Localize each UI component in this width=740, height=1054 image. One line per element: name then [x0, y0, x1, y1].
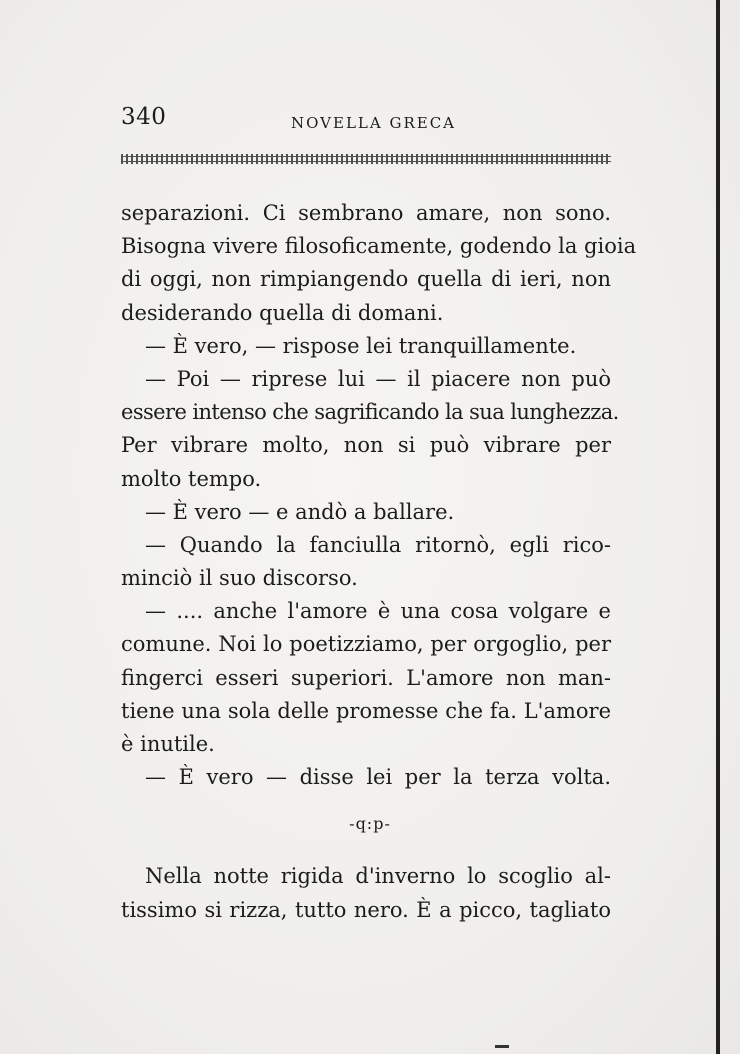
text-line: comune. Noi lo poetizziamo, per orgoglio, per — [121, 632, 611, 657]
text-line: — Quando la fanciulla ritornò, egli rico- — [145, 532, 611, 557]
text-line: Per vibrare molto, non si può vibrare per — [121, 433, 611, 458]
page-edge-shadow — [716, 0, 720, 1054]
text-line: desiderando quella di domani. — [121, 300, 444, 325]
page-number: 340 — [121, 104, 167, 130]
page-header — [121, 104, 611, 134]
body-text — [121, 197, 637, 927]
section-separator: -q:p- — [349, 814, 391, 834]
text-line: — Poi — riprese lui — il piacere non può — [145, 366, 611, 391]
text-line: Nella notte rigida d'inverno lo scoglio al- — [145, 864, 611, 889]
print-mark — [495, 1045, 509, 1048]
text-line: Bisogna vivere filosoficamente, godendo la gioia — [121, 234, 637, 259]
text-line: — .... anche l'amore è una cosa volgare e — [145, 599, 611, 624]
text-line: tiene una sola delle promesse che fa. L'amore — [121, 698, 611, 723]
running-title: NOVELLA GRECA — [291, 114, 456, 132]
ornamental-rule — [121, 154, 611, 164]
text-line: fingerci esseri superiori. L'amore non man- — [121, 665, 611, 690]
text-line: molto tempo. — [121, 466, 262, 491]
text-line: — È vero — disse lei per la terza volta. — [145, 765, 611, 790]
text-line: essere intenso che sagrificando la sua lunghezza. — [121, 400, 619, 425]
text-line: — È vero — e andò a ballare. — [145, 499, 455, 524]
text-line: di oggi, non rimpiangendo quella di ieri, non — [121, 267, 611, 292]
text-line: tissimo si rizza, tutto nero. È a picco, tagliato — [121, 897, 611, 922]
spacer — [121, 844, 611, 860]
text-line: è inutile. — [121, 732, 215, 756]
text-line: separazioni. Ci sembrano amare, non sono. — [121, 201, 611, 225]
text-line: — È vero, — rispose lei tranquillamente. — [145, 333, 577, 358]
text-line: minciò il suo discorso. — [121, 566, 358, 591]
spacer — [121, 794, 611, 804]
